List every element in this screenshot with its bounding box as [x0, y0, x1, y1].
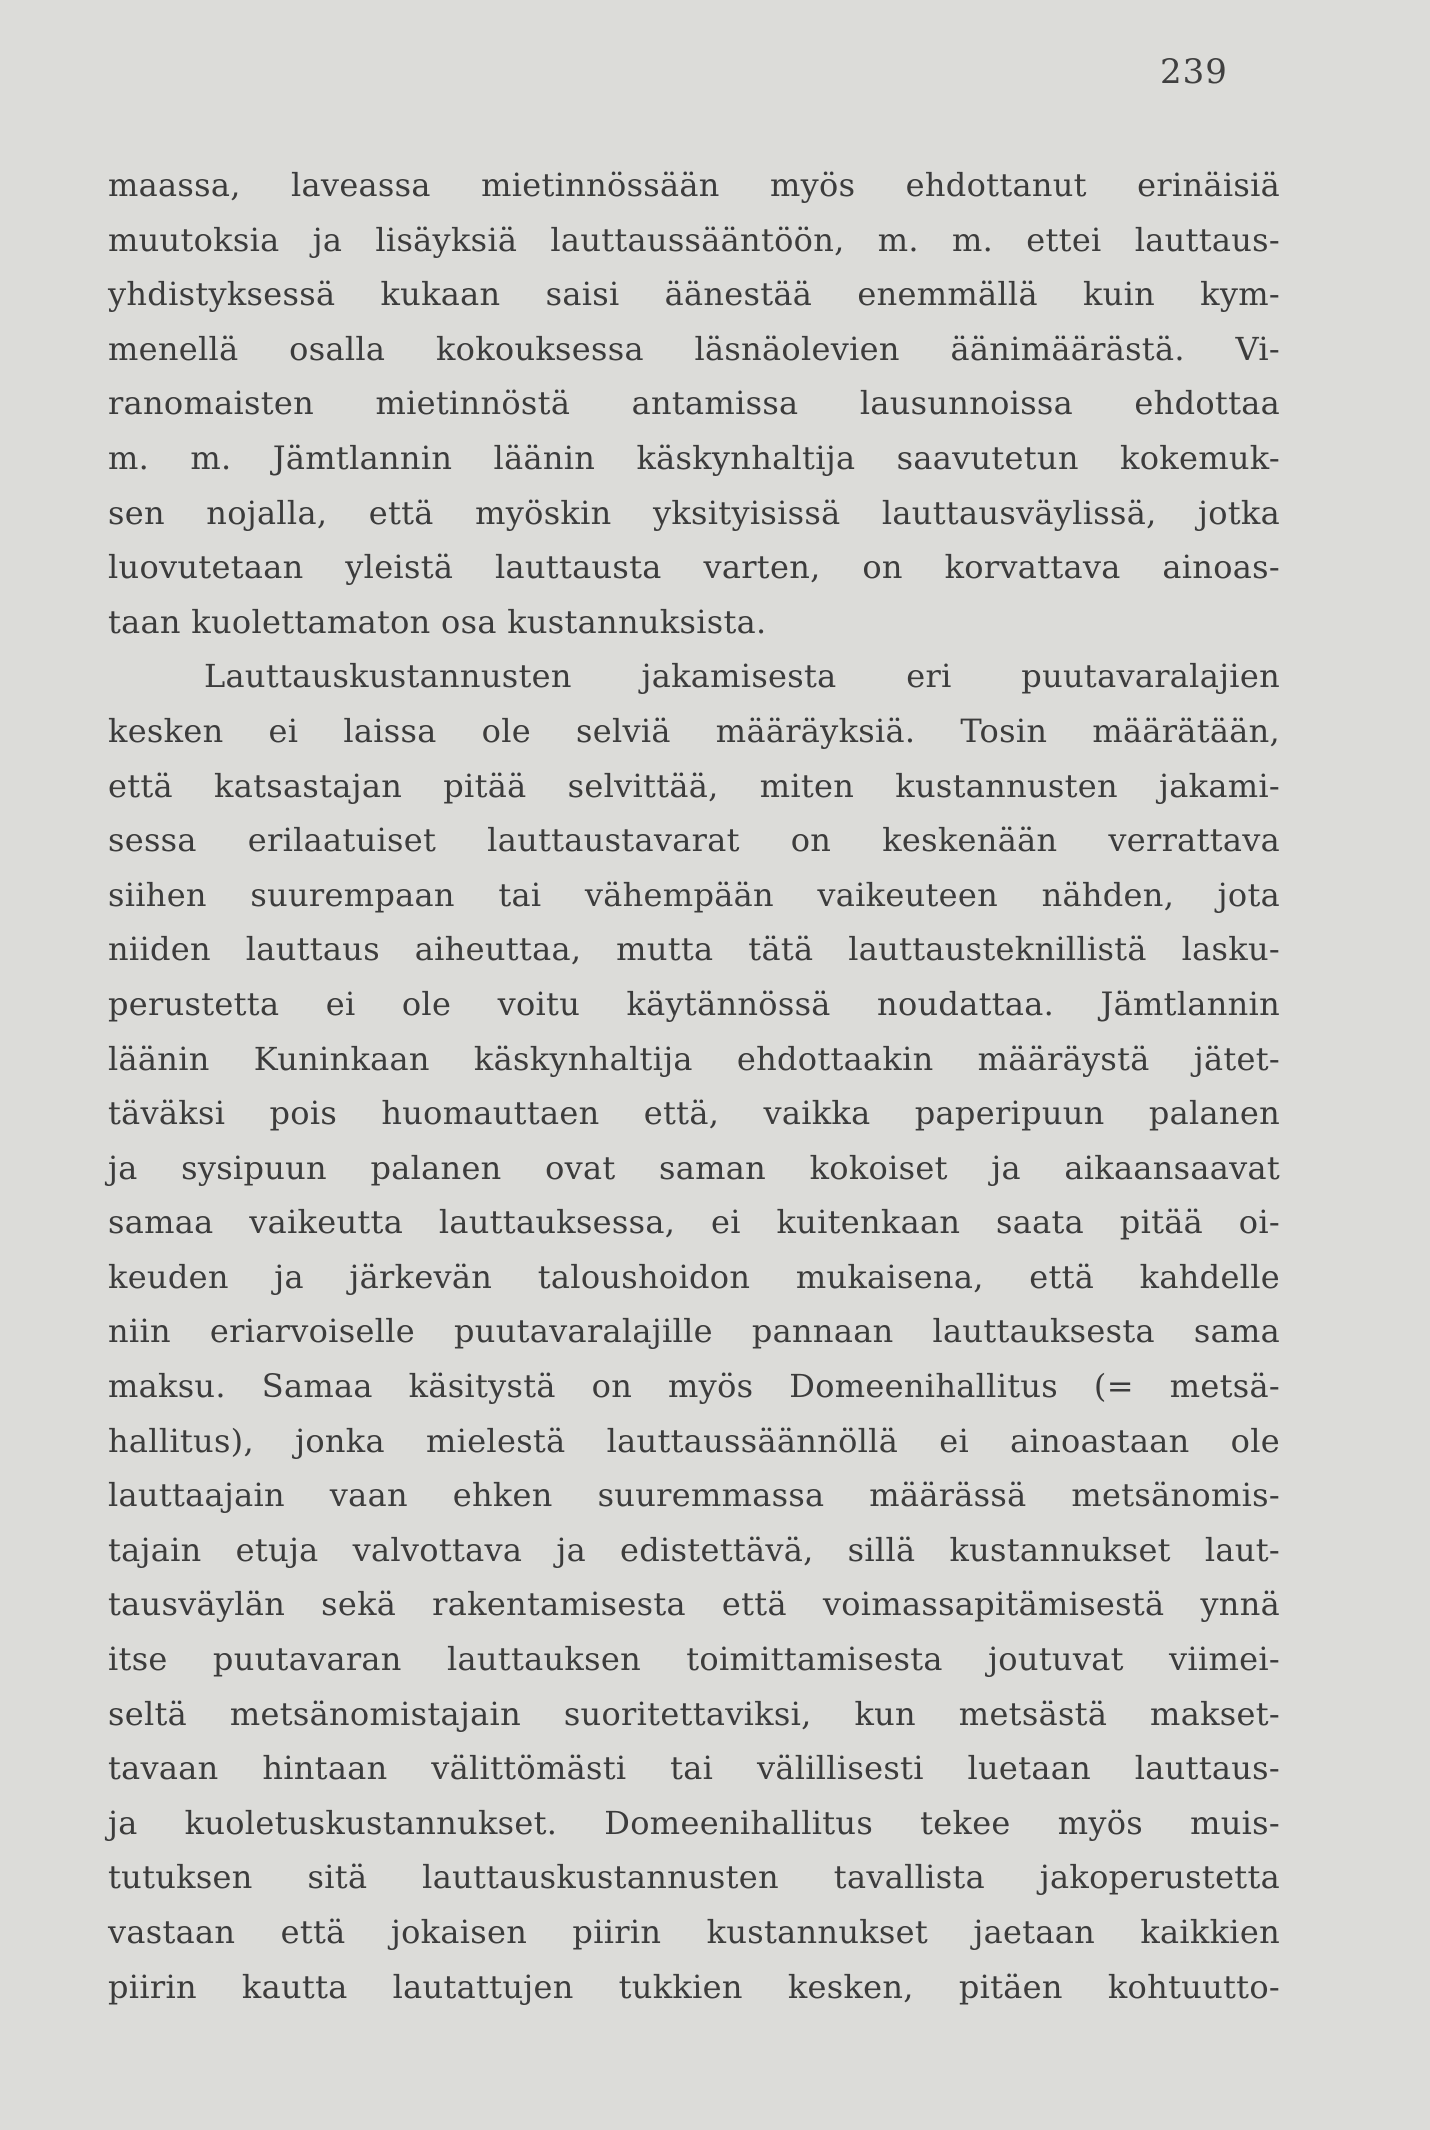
text-line: että katsastajan pitää selvittää, miten kustannusten jakami-: [108, 766, 1280, 805]
text-line: yhdistyksessä kukaan saisi äänestää enemmällä kuin kym-: [108, 275, 1280, 314]
text-line: niin eriarvoiselle puutavaralajille pannaan lauttauksesta sama: [108, 1312, 1280, 1351]
text-line: menellä osalla kokouksessa läsnäolevien äänimäärästä. Vi-: [108, 329, 1280, 368]
text-line: kesken ei laissa ole selviä määräyksiä. Tosin määrätään,: [108, 711, 1280, 750]
text-line: sen nojalla, että myöskin yksityisissä lauttausväylissä, jotka: [108, 493, 1280, 532]
text-line: samaa vaikeutta lauttauksessa, ei kuitenkaan saata pitää oi-: [108, 1203, 1280, 1242]
text-line: läänin Kuninkaan käskynhaltija ehdottaakin määräystä jätet-: [108, 1039, 1280, 1078]
text-line: luovutetaan yleistä lauttausta varten, on korvattava ainoas-: [108, 548, 1280, 587]
text-line: tausväylän sekä rakentamisesta että voimassapitämisestä ynnä: [108, 1585, 1280, 1624]
text-line: siihen suurempaan tai vähempään vaikeuteen nähden, jota: [108, 875, 1280, 914]
text-line: piirin kautta lautattujen tukkien kesken, pitäen kohtuutto-: [108, 1967, 1280, 2006]
text-line: seltä metsänomistajain suoritettaviksi, kun metsästä makset-: [108, 1694, 1280, 1733]
body-text: [108, 158, 1280, 2014]
text-line: maassa, laveassa mietinnössään myös ehdottanut erinäisiä: [108, 166, 1280, 204]
text-line: maksu. Samaa käsitystä on myös Domeenihallitus (= metsä-: [108, 1367, 1280, 1406]
text-line: vastaan että jokaisen piirin kustannukset jaetaan kaikkien: [108, 1913, 1280, 1951]
text-line: keuden ja järkevän taloushoidon mukaisena, että kahdelle: [108, 1257, 1280, 1296]
text-line: tajain etuja valvottava ja edistettävä, sillä kustannukset laut-: [108, 1530, 1280, 1569]
text-line: tutuksen sitä lauttauskustannusten tavallista jakoperustetta: [108, 1858, 1280, 1897]
text-line: ranomaisten mietinnöstä antamissa lausunnoissa ehdottaa: [108, 384, 1280, 423]
text-line: muutoksia ja lisäyksiä lauttaussääntöön, m. m. ettei lauttaus-: [108, 220, 1280, 259]
text-line: tavaan hintaan välittömästi tai välillisesti luetaan lauttaus-: [108, 1749, 1280, 1788]
text-line: täväksi pois huomauttaen että, vaikka paperipuun palanen: [108, 1094, 1280, 1133]
text-line: perustetta ei ole voitu käytännössä noudattaa. Jämtlannin: [108, 984, 1280, 1023]
text-line: Lauttauskustannusten jakamisesta eri puutavaralajien: [204, 657, 1280, 696]
text-line: ja sysipuun palanen ovat saman kokoiset ja aikaansaavat: [108, 1148, 1280, 1187]
page-number: 239: [1160, 52, 1228, 92]
text-line: ja kuoletuskustannukset. Domeenihallitus tekee myös muis-: [108, 1803, 1280, 1842]
text-line: taan kuolettamaton osa kustannuksista.: [108, 602, 767, 641]
text-line: hallitus), jonka mielestä lauttaussäännöllä ei ainoastaan ole: [108, 1421, 1280, 1460]
text-line: lauttaajain vaan ehken suuremmassa määrässä metsänomis-: [108, 1476, 1280, 1515]
text-line: itse puutavaran lauttauksen toimittamisesta joutuvat viimei-: [108, 1640, 1280, 1679]
text-line: sessa erilaatuiset lauttaustavarat on keskenään verrattava: [108, 821, 1280, 860]
text-line: niiden lauttaus aiheuttaa, mutta tätä lauttausteknillistä lasku-: [108, 930, 1280, 969]
text-line: m. m. Jämtlannin läänin käskynhaltija saavutetun kokemuk-: [108, 438, 1280, 477]
